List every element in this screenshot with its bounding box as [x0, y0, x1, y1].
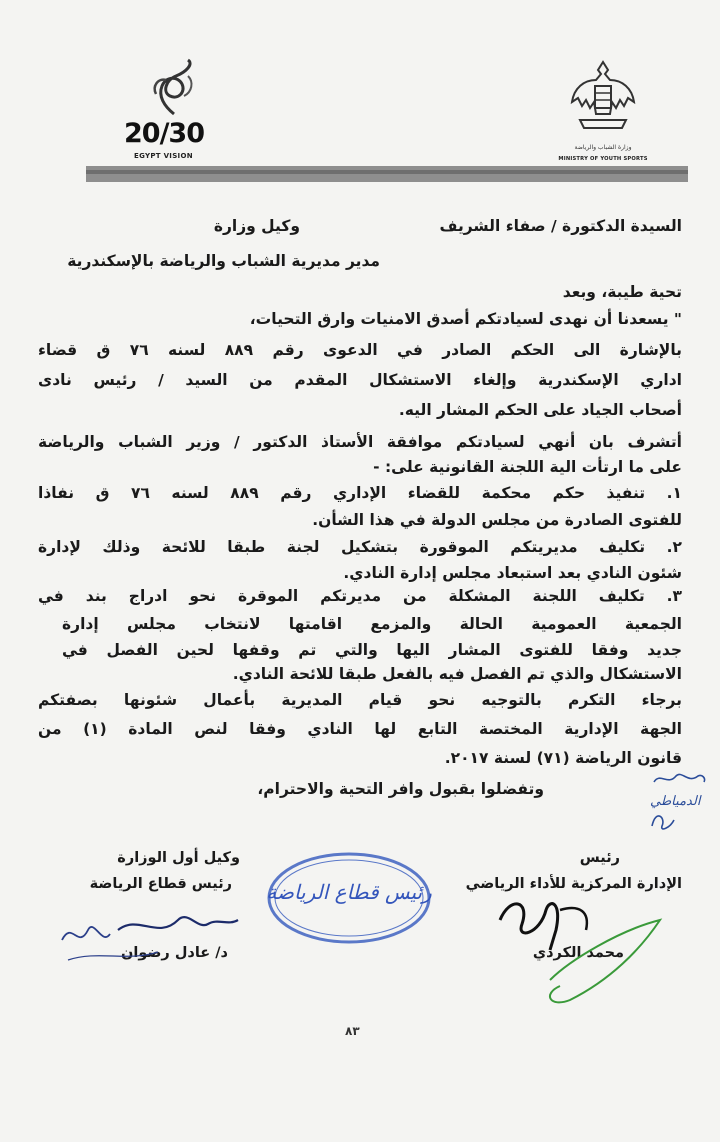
eagle-emblem-icon [568, 58, 638, 140]
paragraph-2-line-1: أتشرف بان أنهي لسيادتكم موافقة الأستاذ الدكتور / وزير الشباب والرياضة [38, 433, 682, 451]
ministry-logo [548, 58, 658, 168]
paragraph-2-line-2: على ما ارتأت الية اللجنة القانونية على: - [373, 458, 682, 476]
list-item-3-line-4: الاستشكال والذي تم الفصل فيه بالفعل طبقا للائحة النادي. [232, 665, 682, 683]
right-signatory-title: رئيس [579, 850, 620, 866]
closing-line-3: قانون الرياضة (٧١) لسنة ٢٠١٧. [444, 749, 682, 767]
sports-sector-stamp [264, 848, 434, 952]
list-item-2-line-1: ٢. تكليف مديريتكم الموقورة بتشكيل لجنة طبقا للائحة وذلك لإدارة [38, 538, 682, 556]
vision-swirl-icon [144, 56, 200, 118]
closing-line-2: الجهة الإدارية المختصة التابع لها النادي وفقا لنص المادة (١) من [38, 720, 682, 738]
egypt-vision-2030-logo [110, 56, 220, 166]
list-item-3-line-2: الجمعية العمومية الحالة والمزمع اقامتها لانتخاب مجلس إدارة [62, 615, 682, 633]
intro-line: " يسعدنا أن نهدى لسيادتكم أصدق الامنيات وارق التحيات، [249, 310, 682, 328]
list-item-2-line-2: شئون النادي بعد استبعاد مجلس إدارة النادي. [343, 564, 682, 582]
left-signatory-department: رئيس قطاع الرياضة [89, 876, 232, 892]
list-item-3-line-3: جديد وفقا للفتوى المشار اليها والتي تم وقفها لحين الفصل في [62, 641, 682, 659]
left-signature [58, 900, 248, 974]
right-signatory-department: الإدارة المركزية للأداء الرياضي [465, 876, 682, 892]
list-item-1-line-1: ١. تنفيذ حكم محكمة للقضاء الإداري رقم ٨٨٩ لسنه ٧٦ ق نفاذا [38, 484, 682, 502]
paragraph-1-line-2: اداري الإسكندرية وإلغاء الاستشكال المقدم من السيد / رئيس نادى [38, 371, 682, 389]
paragraph-1-line-1: بالإشارة الى الحكم الصادر في الدعوى رقم ٨٨٩ لسنه ٧٦ ق قضاء [38, 341, 682, 359]
addressee-role-1: وكيل وزارة [213, 217, 300, 235]
handwritten-note-text: الدمياطي [650, 794, 701, 809]
right-signature [490, 890, 670, 1024]
vision-subtitle: EGYPT VISION [134, 152, 193, 160]
paragraph-1-line-3: أصحاب الجياد على الحكم المشار اليه. [398, 401, 682, 419]
ministry-name-arabic: وزارة الشباب والرياضة [574, 144, 632, 151]
greeting: تحية طيبة، وبعد [562, 283, 682, 301]
closing-line-1: برجاء التكرم بالتوجيه نحو قيام المديرية بأعمال شئونها بصفتكم [38, 691, 682, 709]
ministry-name-english: MINISTRY OF YOUTH SPORTS [558, 156, 648, 162]
right-signature-scribble-icon [490, 890, 670, 1020]
sign-off: وتفضلوا بقبول وافر التحية والاحترام، [257, 780, 544, 798]
left-signature-scribble-icon [58, 900, 248, 970]
left-signatory-name: د/ عادل رضوان [120, 945, 228, 961]
list-item-1-line-2: للفتوى الصادرة من مجلس الدولة في هذا الشأن. [312, 511, 682, 529]
addressee-name: السيدة الدكتورة / صفاء الشريف [439, 217, 682, 235]
vision-year-text: 20/30 [124, 118, 205, 149]
stamp-text: رئيس قطاع الرياضة [266, 880, 432, 904]
page-number: ٨٣ [345, 1024, 360, 1038]
right-signatory-name: محمد الكردي [532, 945, 624, 961]
addressee-role-2: مدير مديرية الشباب والرياضة بالإسكندرية [67, 252, 380, 270]
list-item-3-line-1: ٣. تكليف اللجنة المشكلة من مديرتكم الموقرة نحو ادراج بند في [38, 587, 682, 605]
left-signatory-title: وكيل أول الوزارة [117, 850, 240, 866]
handwritten-note [648, 768, 708, 842]
header-divider-bar [86, 166, 688, 182]
